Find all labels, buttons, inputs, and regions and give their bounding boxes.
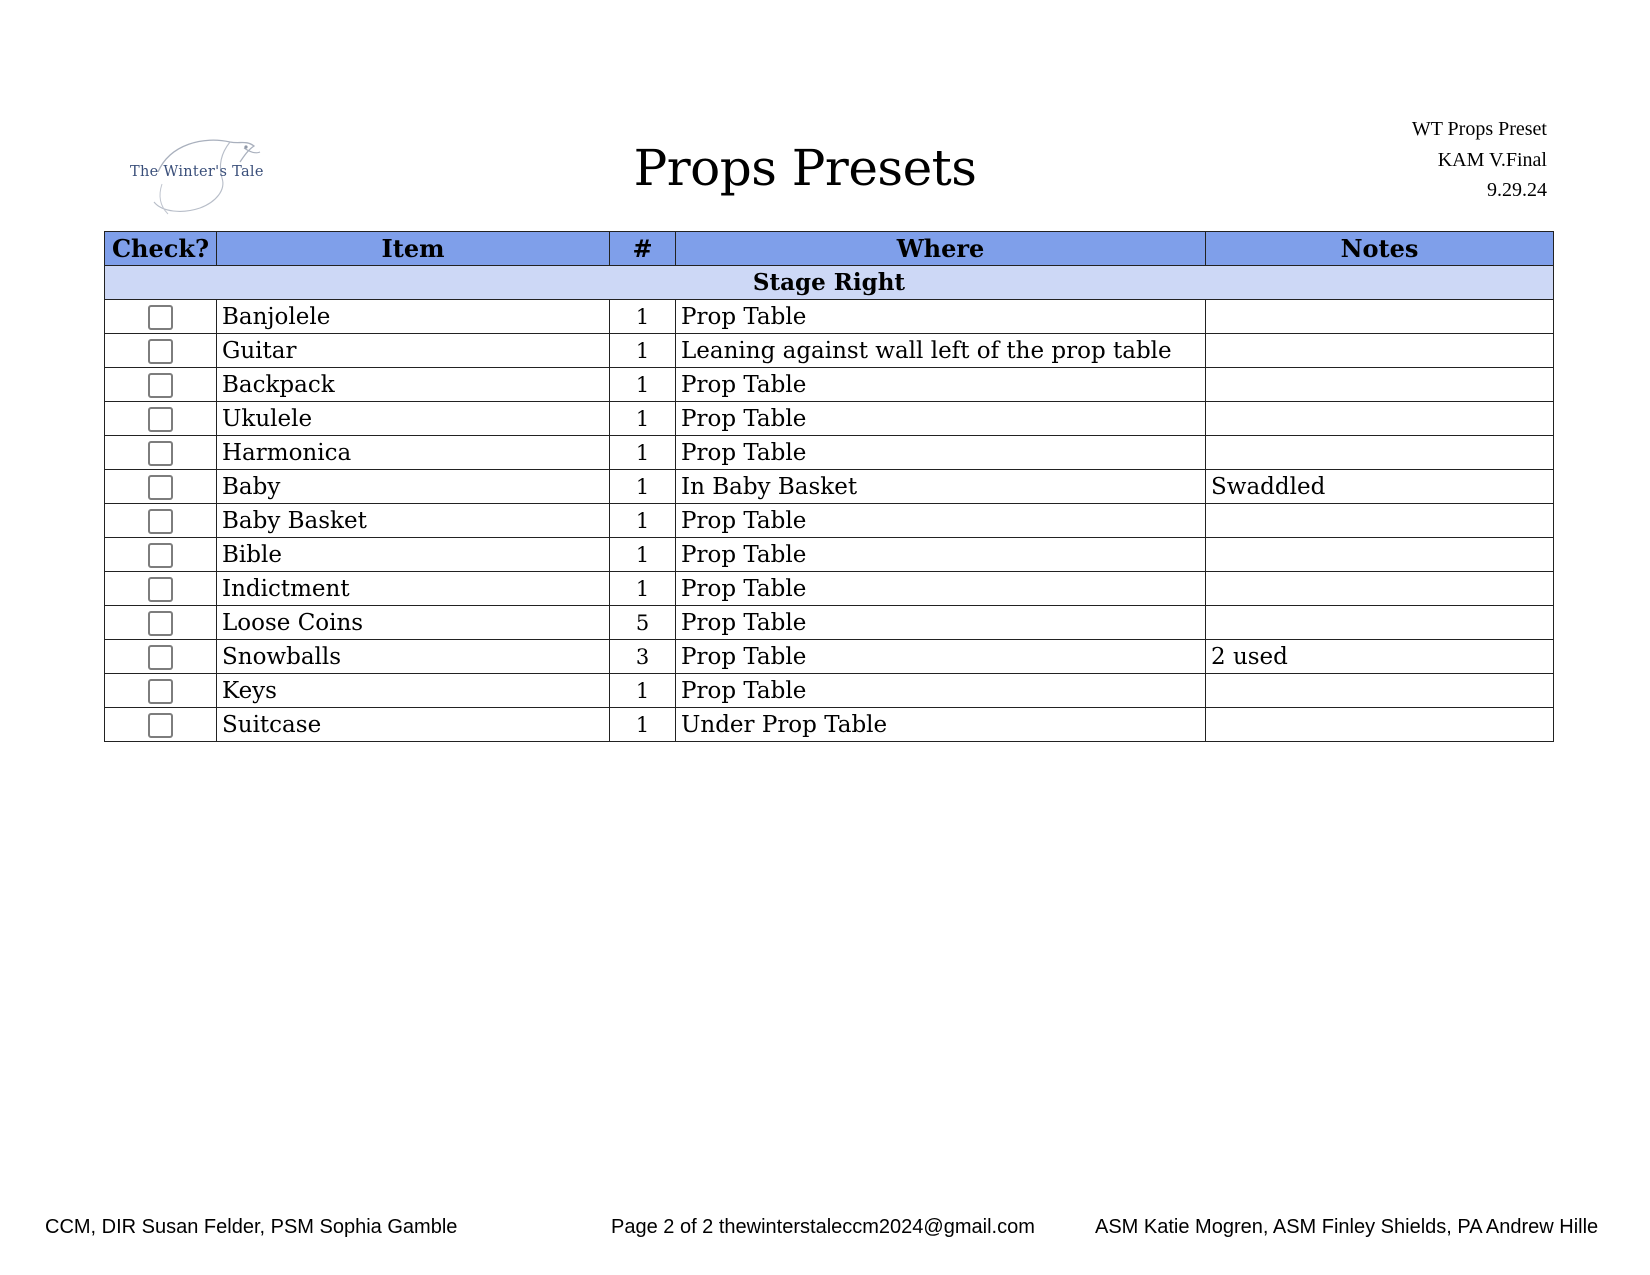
table-row xyxy=(105,470,1554,504)
where-cell: Prop Table xyxy=(676,572,1206,606)
checkbox[interactable] xyxy=(148,305,173,330)
document-version: KAM V.Final xyxy=(1437,148,1547,171)
item-cell: Banjolele xyxy=(217,300,610,334)
qty-cell: 1 xyxy=(610,368,676,402)
notes-cell xyxy=(1206,368,1554,402)
table-row xyxy=(105,334,1554,368)
checkbox[interactable] xyxy=(148,373,173,398)
notes-cell xyxy=(1206,538,1554,572)
notes-cell xyxy=(1206,436,1554,470)
table-row xyxy=(105,504,1554,538)
check-cell xyxy=(105,606,217,640)
item-cell: Harmonica xyxy=(217,436,610,470)
where-cell: In Baby Basket xyxy=(676,470,1206,504)
column-header-qty: # xyxy=(610,232,676,266)
check-cell xyxy=(105,572,217,606)
where-cell: Prop Table xyxy=(676,368,1206,402)
table-header-row xyxy=(105,232,1554,266)
check-cell xyxy=(105,368,217,402)
table-row xyxy=(105,640,1554,674)
checkbox[interactable] xyxy=(148,407,173,432)
checkbox[interactable] xyxy=(148,611,173,636)
column-header-notes: Notes xyxy=(1206,232,1554,266)
footer-credits-right: ASM Katie Mogren, ASM Finley Shields, PA Andrew Hille xyxy=(1095,1216,1599,1238)
section-label: Stage Right xyxy=(105,266,1554,300)
qty-cell: 1 xyxy=(610,572,676,606)
logo-text: The Winter's Tale xyxy=(130,164,264,180)
table-row xyxy=(105,402,1554,436)
qty-cell: 1 xyxy=(610,300,676,334)
show-logo xyxy=(118,132,288,220)
where-cell: Leaning against wall left of the prop table xyxy=(676,334,1206,368)
notes-cell: Swaddled xyxy=(1206,470,1554,504)
qty-cell: 1 xyxy=(610,504,676,538)
check-cell xyxy=(105,640,217,674)
notes-cell xyxy=(1206,300,1554,334)
qty-cell: 1 xyxy=(610,470,676,504)
qty-cell: 1 xyxy=(610,538,676,572)
page-title: Props Presets xyxy=(633,139,977,197)
table-row xyxy=(105,368,1554,402)
footer-credits-left: CCM, DIR Susan Felder, PSM Sophia Gamble xyxy=(45,1216,458,1238)
where-cell: Prop Table xyxy=(676,538,1206,572)
table-row xyxy=(105,572,1554,606)
checkbox[interactable] xyxy=(148,441,173,466)
notes-cell xyxy=(1206,504,1554,538)
where-cell: Prop Table xyxy=(676,640,1206,674)
notes-cell xyxy=(1206,606,1554,640)
table-row xyxy=(105,436,1554,470)
column-header-where: Where xyxy=(676,232,1206,266)
notes-cell xyxy=(1206,708,1554,742)
qty-cell: 1 xyxy=(610,402,676,436)
table-row xyxy=(105,708,1554,742)
column-header-check: Check? xyxy=(105,232,217,266)
check-cell xyxy=(105,436,217,470)
notes-cell xyxy=(1206,402,1554,436)
table-row xyxy=(105,300,1554,334)
item-cell: Baby Basket xyxy=(217,504,610,538)
item-cell: Snowballs xyxy=(217,640,610,674)
checkbox[interactable] xyxy=(148,475,173,500)
where-cell: Prop Table xyxy=(676,504,1206,538)
item-cell: Indictment xyxy=(217,572,610,606)
props-table xyxy=(104,231,1554,742)
check-cell xyxy=(105,402,217,436)
qty-cell: 1 xyxy=(610,674,676,708)
qty-cell: 1 xyxy=(610,334,676,368)
checkbox[interactable] xyxy=(148,713,173,738)
item-cell: Keys xyxy=(217,674,610,708)
qty-cell: 5 xyxy=(610,606,676,640)
check-cell xyxy=(105,708,217,742)
check-cell xyxy=(105,334,217,368)
where-cell: Prop Table xyxy=(676,606,1206,640)
item-cell: Bible xyxy=(217,538,610,572)
column-header-item: Item xyxy=(217,232,610,266)
checkbox[interactable] xyxy=(148,339,173,364)
notes-cell xyxy=(1206,572,1554,606)
where-cell: Prop Table xyxy=(676,300,1206,334)
item-cell: Loose Coins xyxy=(217,606,610,640)
where-cell: Prop Table xyxy=(676,402,1206,436)
where-cell: Prop Table xyxy=(676,436,1206,470)
item-cell: Ukulele xyxy=(217,402,610,436)
document-date: 9.29.24 xyxy=(1487,179,1547,201)
item-cell: Baby xyxy=(217,470,610,504)
check-cell xyxy=(105,504,217,538)
section-row xyxy=(105,266,1554,300)
document-info xyxy=(1412,114,1547,206)
check-cell xyxy=(105,674,217,708)
where-cell: Under Prop Table xyxy=(676,708,1206,742)
item-cell: Guitar xyxy=(217,334,610,368)
table-row xyxy=(105,606,1554,640)
table-row xyxy=(105,674,1554,708)
notes-cell xyxy=(1206,334,1554,368)
check-cell xyxy=(105,470,217,504)
checkbox[interactable] xyxy=(148,645,173,670)
item-cell: Suitcase xyxy=(217,708,610,742)
document-name: WT Props Preset xyxy=(1411,118,1547,140)
checkbox[interactable] xyxy=(148,577,173,602)
item-cell: Backpack xyxy=(217,368,610,402)
qty-cell: 3 xyxy=(610,640,676,674)
check-cell xyxy=(105,538,217,572)
notes-cell xyxy=(1206,674,1554,708)
table-row xyxy=(105,538,1554,572)
checkbox[interactable] xyxy=(148,679,173,704)
checkbox[interactable] xyxy=(148,509,173,534)
where-cell: Prop Table xyxy=(676,674,1206,708)
notes-cell: 2 used xyxy=(1206,640,1554,674)
qty-cell: 1 xyxy=(610,708,676,742)
qty-cell: 1 xyxy=(610,436,676,470)
footer-page-info: Page 2 of 2 thewinterstaleccm2024@gmail.com xyxy=(611,1216,1035,1238)
checkbox[interactable] xyxy=(148,543,173,568)
check-cell xyxy=(105,300,217,334)
